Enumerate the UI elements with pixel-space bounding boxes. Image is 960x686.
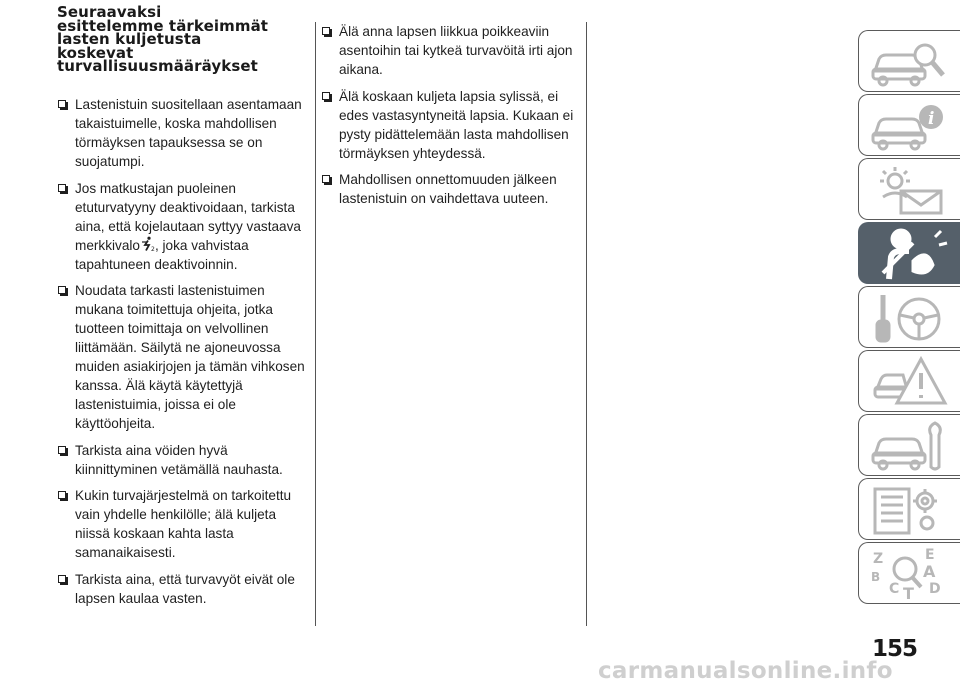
checkbox-bullet-icon [58,286,66,294]
list-item: Kukin turvajärjestelmä on tarkoitettu vain yhdelle henkilölle; älä kuljeta niissä koskaan kahta lasta samanaikaisesti. [57,486,309,562]
checkbox-bullet-icon [322,175,330,183]
checkbox-bullet-icon [58,491,66,499]
specifications-gear-icon [869,483,951,537]
column-middle [321,22,577,216]
list-item: Älä anna lapsen liikkua poikkeaviin asentoihin tai kytkeä turvavöitä irti ajon aikana. [321,22,577,79]
seatbelt-airbag-icon [869,227,951,281]
section-heading: Seuraavaksi esittelemme tärkeimmät lasten kuljetusta koskevat turvallisuusmääräykset [57,3,269,76]
checkbox-bullet-icon [322,27,330,35]
list-item: Noudata tarkasti lastenistuimen mukana toimitettuja ohjeita, jotka tuotteen toimittaja on velvollinen liittämään. Säilytä ne ajoneuvossa muiden asiakirjojen ja tämän vihkosen kanssa. Älä käytä käytettyjä lastenistuimia, joissa ei ole käyttöohjeita. [57,281,309,433]
index-letter: E [925,547,935,563]
tab-safety[interactable] [858,222,960,284]
alphabetical-index-icon [869,547,951,601]
warning-lights-envelope-icon [869,163,951,217]
checkbox-bullet-icon [58,575,66,583]
tab-technical-specifications[interactable] [858,478,960,540]
checkbox-bullet-icon [58,446,66,454]
column-divider [315,22,316,626]
car-magnifier-icon [869,35,951,89]
list-item: Älä koskaan kuljeta lapsia sylissä, ei edes vastasyntyneitä lapsia. Kukaan ei pysty pidättelemään lasta mahdollisen törmäyksen yhteydessä. [321,87,577,163]
checkbox-bullet-icon [322,92,330,100]
list-item: Tarkista aina vöiden hyvä kiinnittyminen vetämällä nauhasta. [57,441,309,479]
column-divider [586,22,587,626]
key-steering-wheel-icon [869,291,951,345]
list-item: Tarkista aina, että turvavyöt eivät ole lapsen kaulaa vasten. [57,570,309,608]
tab-car-magnifier[interactable] [858,30,960,92]
tab-starting-driving[interactable] [858,286,960,348]
checkbox-bullet-icon [58,184,66,192]
tab-car-info[interactable] [858,94,960,156]
index-letter: Z [873,551,884,567]
index-letter: B [871,570,881,584]
tab-emergency[interactable] [858,350,960,412]
list-item: Mahdollisen onnettomuuden jälkeen lastenistuin on vaihdettava uuteen. [321,170,577,208]
index-letter: T [903,584,914,601]
tab-maintenance[interactable] [858,414,960,476]
page-number: 155 [872,636,918,662]
svg-text:i: i [928,109,935,129]
watermark: carmanualsonline.info [598,658,893,684]
car-wrench-icon [869,419,951,473]
hazard-triangle-icon [869,355,951,409]
svg-text:2: 2 [150,245,155,252]
airbag-off-warning-icon [141,236,155,252]
tab-warning-lights[interactable] [858,158,960,220]
tab-index[interactable] [858,542,960,604]
list-item: Lastenistuin suositellaan asentamaan takaistuimelle, koska mahdollisen törmäyksen tapauksessa se on suojatumpi. [57,95,309,171]
column-left [57,95,309,615]
checkbox-bullet-icon [58,100,66,108]
index-letter: A [923,562,936,581]
car-info-icon [869,99,951,153]
index-letter: C [889,581,900,597]
index-letter: D [929,581,941,597]
list-item: Jos matkustajan puoleinen etuturvatyyny deaktivoidaan, tarkista aina, että kojelautaan syttyy vastaava merkkivalo 2 , joka vahvistaa tapahtuneen deaktivoinnin. [57,179,309,274]
